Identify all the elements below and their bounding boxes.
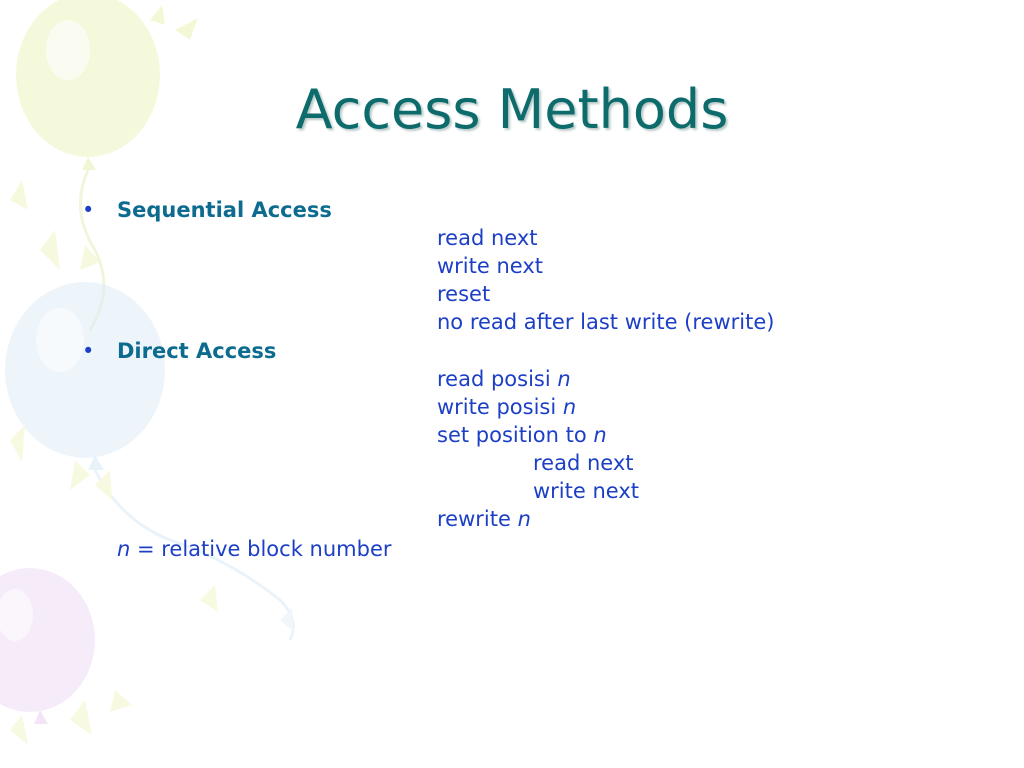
purple-balloon-icon [0,568,132,745]
var-n: n [562,395,577,419]
direct-op-write-posisi [437,393,576,421]
seq-op-reset: reset [437,282,491,306]
var-n: n [557,367,571,391]
yellow-balloon-icon [10,0,198,330]
bullet-icon: • [82,339,95,363]
footnote-text: = relative block number [130,537,392,561]
footnote [117,535,392,563]
bullet-sequential [82,196,94,224]
footnote-var: n [117,537,131,561]
direct-op-set-position [437,421,607,449]
direct-access-heading: Direct Access [117,339,277,363]
direct-sub-write-next: write next [533,479,639,503]
bullet-icon: • [82,198,95,222]
direct-op-rewrite [437,505,531,533]
direct-op-read-posisi [437,365,571,393]
var-n: n [517,507,531,531]
write-posisi-text: write posisi [437,395,563,419]
read-posisi-text: read posisi [437,367,558,391]
sequential-access-heading: Sequential Access [117,198,332,222]
seq-op-read-next: read next [437,226,538,250]
page-title: Access Methods [295,78,729,141]
set-position-text: set position to [437,423,594,447]
var-n: n [593,423,607,447]
seq-op-write-next: write next [437,254,543,278]
seq-op-no-read-after-write: no read after last write (rewrite) [437,310,775,334]
bullet-direct [82,337,94,365]
rewrite-text: rewrite [437,507,518,531]
direct-sub-read-next: read next [533,451,634,475]
